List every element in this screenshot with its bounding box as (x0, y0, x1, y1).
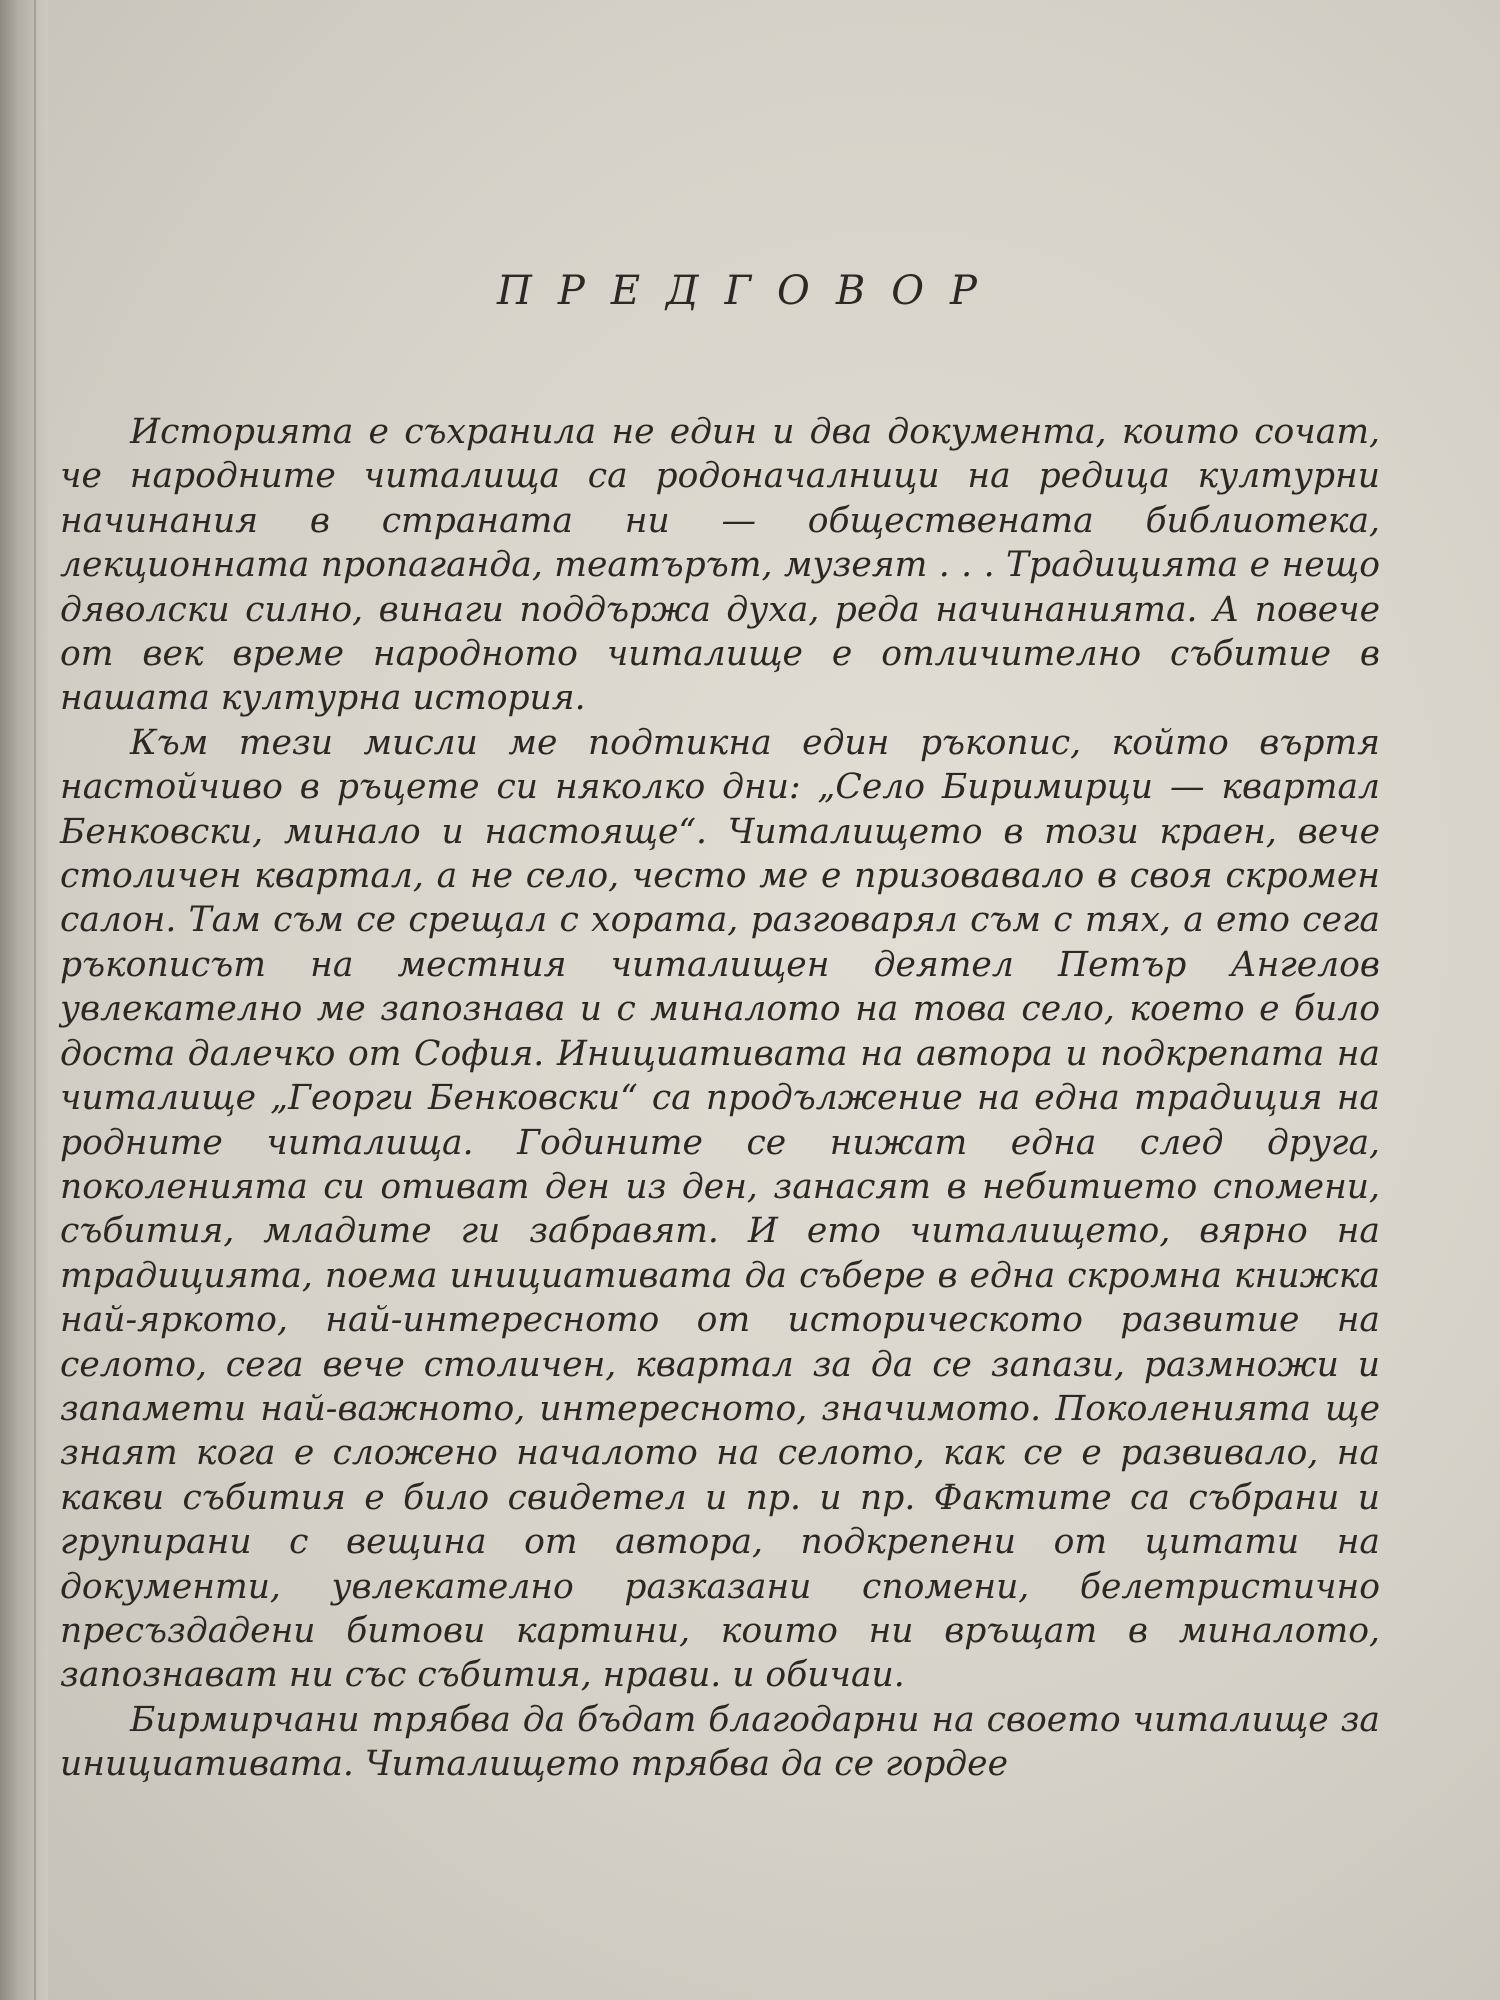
paragraph-3: Бирмирчани трябва да бъдат благодарни на своето читалище за инициативата. Читалището трябва да се гордее (60, 1699, 1380, 1785)
paragraph-1: Историята е съхранила не един и два документа, които сочат, че народните читалища са родоначалници на редица културни начинания в страната ни — обществената библиотека, лекционната пропаганда, театърът, музеят . . . Традицията е нещо дяволски силно, винаги поддържа духа, реда начинанията. А повече от век време народното читалище е отличително събитие в нашата културна история. (60, 412, 1380, 719)
paragraph-2: Към тези мисли ме подтикна един ръкопис, който въртя настойчиво в ръцете си няколко дни: „Село Биримирци — квартал Бенковски, минало и настояще“. Читалището в този краен, вече столичен квартал, а не село, често ме е призовавало в своя скромен салон. Там съм се срещал с хората, разговарял съм с тях, а ето сега ръкописът на местния читалищен деятел Петър Ангелов увлекателно ме запознава и с миналото на това село, което е било доста далечко от София. Инициативата на автора и подкрепата на читалище „Георги Бенковски“ са продължение на една традиция на родните читалища. Годините се нижат една след друга, поколенията си отиват ден из ден, занасят в небитието спомени, събития, младите ги забравят. И ето читалището, вярно на традицията, поема инициативата да събере в една скромна книжка най-яркото, най-интересното от историческото развитие на селото, сега вече столичен, квартал за да се запази, размножи и запамети най-важното, интересното, значимото. Поколенията ще знаят кога е сложено началото на селото, как се е развивало, на какви събития е било свидетел и пр. и пр. Фактите са събрани и групирани с вещина от автора, подкрепени от цитати на документи, увлекателно разказани спомени, белетристично пресъздадени битови картини, които ни връщат в миналото, запознават ни със събития, нрави. и обичаи. (60, 722, 1380, 1696)
page-title: ПРЕДГОВОР (497, 268, 1003, 314)
body-text (60, 410, 1380, 1787)
